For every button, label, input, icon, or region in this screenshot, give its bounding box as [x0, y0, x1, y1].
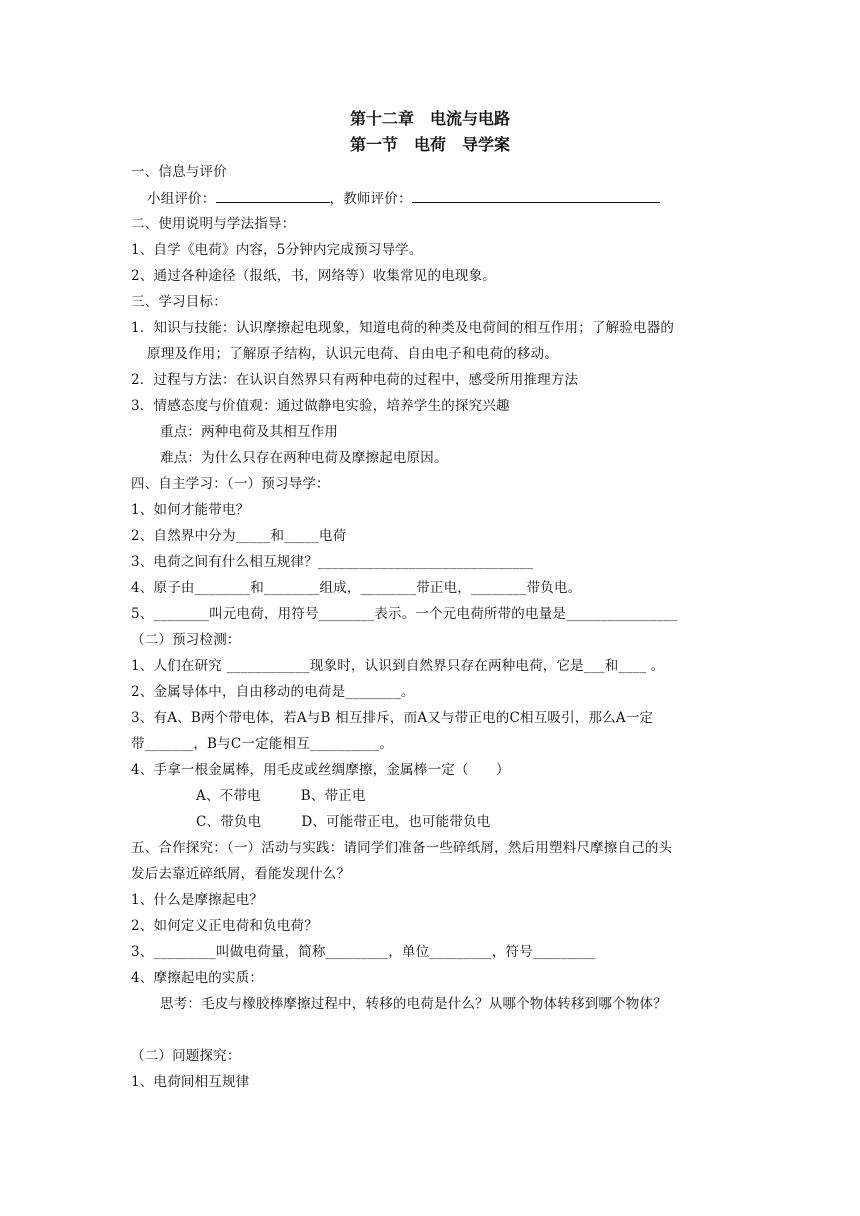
usage-item: 1、自学《电荷》内容，5分钟内完成预习导学。 [131, 242, 423, 258]
question: 2、自然界中分为_____和_____电荷 [131, 528, 347, 544]
question: 1、如何才能带电？ [131, 502, 250, 518]
group-eval-label: 小组评价： [147, 191, 216, 207]
think-prompt: 思考：毛皮与橡胶棒摩擦过程中，转移的电荷是什么？从哪个物体转移到哪个物体？ [160, 996, 667, 1012]
option-b[interactable]: B、带正电 [300, 788, 366, 804]
option-c[interactable]: C、带负电 [196, 814, 262, 830]
options-row [196, 812, 490, 832]
group-eval-blank[interactable] [216, 188, 330, 203]
question: 3、_________叫做电荷量，简称_________，单位_________，符号_________ [131, 944, 596, 960]
difficult-point: 难点：为什么只存在两种电荷及摩擦起电原因。 [160, 450, 448, 466]
question: 3、有A、B两个带电体，若A与B 相互排斥，而A又与带正电的C相互吸引，那么A一定 [131, 710, 654, 726]
options-row [196, 786, 366, 806]
section-title: 第一节 电荷 导学案 [349, 135, 510, 154]
question: 2、金属导体中，自由移动的电荷是________。 [131, 684, 415, 700]
question: 3、电荷之间有什么相互规律？_______________________________ [131, 554, 534, 570]
self-study-heading: 四、自主学习：（一）预习导学： [131, 476, 330, 492]
question-continuation: 带_______，B与C一定能相互__________。 [131, 736, 394, 752]
question: 4、手拿一根金属棒，用毛皮或丝绸摩擦，金属棒一定（ ） [131, 762, 510, 778]
teacher-eval-label: ，教师评价： [329, 191, 412, 207]
question: 1、电荷间相互规律 [131, 1074, 250, 1090]
question: 1、人们在研究 ____________现象时，认识到自然界只存在两种电荷，它是___和____ 。 [131, 658, 665, 674]
usage-heading: 二、使用说明与学法指导： [131, 216, 296, 232]
question: 1、什么是摩擦起电？ [131, 892, 264, 908]
question: 4、原子由________和________组成，________带正电，________带负电。 [131, 580, 582, 596]
preview-check-heading: （二）预习检测： [131, 632, 241, 648]
chapter-title: 第十二章 电流与电路 [349, 109, 510, 128]
goal-item: 1．知识与技能：认识摩擦起电现象，知道电荷的种类及电荷间的相互作用；了解验电器的 [131, 320, 675, 336]
option-a[interactable]: A、不带电 [196, 788, 261, 804]
info-heading: 一、信息与评价 [131, 164, 227, 180]
goal-item: 3．情感态度与价值观：通过做静电实验，培养学生的探究兴趣 [131, 398, 510, 414]
problem-inquiry-heading: （二）问题探究： [131, 1048, 241, 1064]
evaluation-row [147, 188, 660, 209]
goal-item-continuation: 原理及作用；了解原子结构，认识元电荷、自由电子和电荷的移动。 [147, 346, 558, 362]
teacher-eval-blank[interactable] [412, 188, 660, 203]
goals-heading: 三、学习目标： [131, 294, 227, 310]
question: 2、如何定义正电荷和负电荷？ [131, 918, 318, 934]
key-point: 重点：两种电荷及其相互作用 [160, 424, 339, 440]
option-d[interactable]: D、可能带正电，也可能带负电 [301, 814, 491, 830]
cooperation-heading-continuation: 发后去靠近碎纸屑，看能发现什么？ [131, 866, 351, 882]
goal-item: 2．过程与方法：在认识自然界只有两种电荷的过程中，感受所用推理方法 [131, 372, 579, 388]
cooperation-heading: 五、合作探究：（一）活动与实践：请同学们准备一些碎纸屑，然后用塑料尺摩擦自己的头 [131, 840, 673, 856]
question: 5、________叫元电荷，用符号________表示。一个元电荷所带的电量是________________ [131, 606, 678, 622]
question: 4、摩擦起电的实质： [131, 970, 264, 986]
usage-item: 2、通过各种途径（报纸，书，网络等）收集常见的电现象。 [131, 268, 496, 284]
